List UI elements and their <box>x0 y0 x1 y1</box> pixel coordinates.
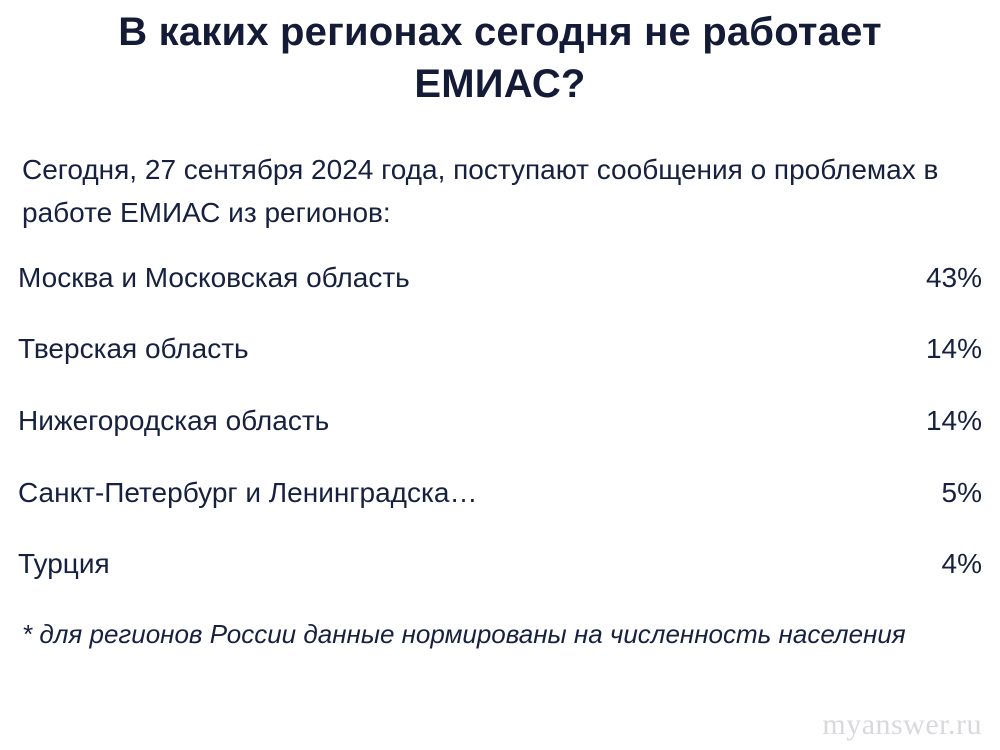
region-percent: 14% <box>925 333 982 365</box>
region-percent: 4% <box>941 548 982 580</box>
region-label: Москва и Московская область <box>18 261 410 293</box>
list-item <box>18 261 982 295</box>
region-percent: 43% <box>925 261 982 293</box>
region-label: Нижегородская область <box>18 404 330 436</box>
region-label: Турция <box>18 548 110 580</box>
watermark: myanswer.ru <box>822 708 982 741</box>
footnote: * для регионов России данные нормированы на численность населения <box>22 618 906 649</box>
region-percent: 14% <box>925 404 982 436</box>
list-item <box>18 547 982 581</box>
list-item <box>18 476 982 510</box>
intro-paragraph: Сегодня, 27 сентября 2024 года, поступают сообщения о проблемах в работе ЕМИАС из регионов: <box>22 154 939 229</box>
list-item <box>18 332 982 366</box>
region-stats-list <box>18 261 982 581</box>
page-title: В каких регионах сегодня не работает ЕМИАС? <box>118 10 882 106</box>
region-label: Тверская область <box>18 333 249 365</box>
list-item <box>18 404 982 438</box>
article-page <box>0 6 1000 750</box>
region-label: Санкт-Петербург и Ленинградска… <box>18 476 478 508</box>
region-percent: 5% <box>941 476 982 508</box>
